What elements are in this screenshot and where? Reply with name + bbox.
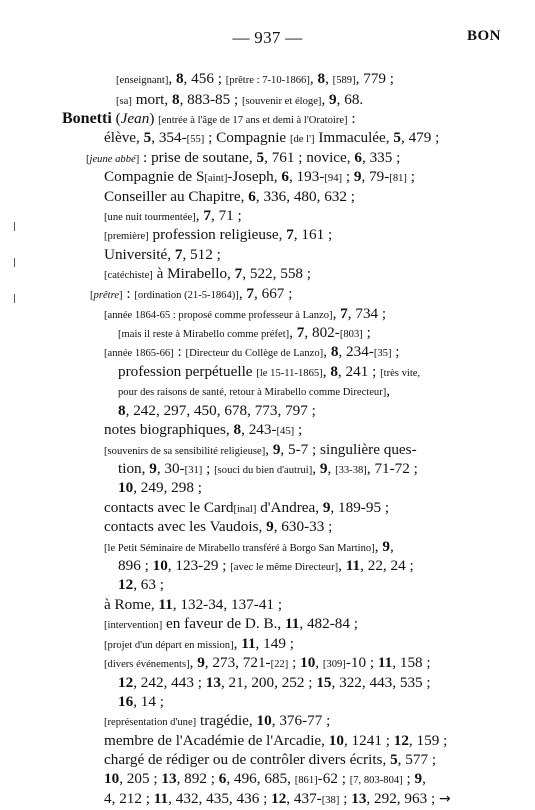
entry-text: , [168,70,176,87]
volume-number: 13 [205,674,221,691]
index-line [104,653,431,674]
entry-text: , 161 ; [293,226,333,243]
entry-text: , 456 ; [183,70,226,87]
entry-text: , 158 ; [392,654,431,671]
entry-text: , 437- [286,790,322,807]
volume-number: 5 [256,149,265,166]
volume-number: 8 [330,363,338,380]
index-line [118,362,420,383]
editorial-note: [ [90,290,94,301]
entry-text: , 273, 721- [204,654,271,671]
entry-text: à Mirabello, [152,265,235,282]
entry-text: Conseiller au Chapitre, [104,188,249,205]
entry-text: , [233,635,242,652]
entry-text: ; [288,654,301,671]
editorial-note: [année 1864-65 : proposé comme professeur à Lanzo] [104,310,333,321]
given-name: Jean [120,110,150,127]
editorial-note: [enseignant] [116,75,169,86]
volume-number: 9 [414,770,423,787]
editorial-note: [Directeur du Collège de Lanzo] [185,348,324,359]
entry-text: , 496, 685, [226,770,295,787]
editorial-note: [81] [389,173,407,184]
entry-text: , 432, 435, 436 ; [168,790,272,807]
entry-text: : [173,343,186,360]
entry-text: , [338,557,346,574]
entry-text: ; [342,168,354,185]
editorial-note: [861] [294,775,318,786]
entry-text: chargé de rédiger ou de contrôler divers écrits, [104,751,391,768]
entry-text: , 577 ; [397,751,437,768]
index-line [104,420,302,441]
volume-number: 11 [284,615,300,632]
volume-number: 13 [351,790,367,807]
index-line [104,304,386,325]
volume-number: 10 [118,479,134,496]
volume-number: 15 [316,674,332,691]
entry-text: , 205 ; [119,770,162,787]
entry-text: , 892 ; [176,770,219,787]
volume-number: 9 [319,460,328,477]
margin-mark [14,294,15,303]
index-line [104,245,221,264]
editorial-note: prêtre [93,290,120,301]
editorial-note: [589] [332,75,356,86]
margin-mark [14,222,15,231]
editorial-note: [catéchiste] [104,270,153,281]
entry-text: , [289,324,297,341]
volume-number: 11 [241,635,256,652]
index-line [86,148,400,169]
volume-number: 6 [248,188,256,205]
entry-text: 896 ; [118,557,153,574]
index-line [104,498,389,519]
editorial-note: [projet d'un départ en mission] [104,640,234,651]
entry-text: : [122,285,135,302]
entry-text: membre de l'Académie de l'Arcadie, [104,732,329,749]
index-line [104,634,294,655]
entry-text: , 193- [288,168,325,185]
volume-number: 5 [143,129,152,146]
entry-heading: Bonetti [62,110,112,127]
editorial-note: [309] [322,659,346,670]
entry-text: Immaculée, [314,129,394,146]
entry-text: , 322, 443, 535 ; [331,674,431,691]
entry-text: contacts avec les Vaudois, [104,518,267,535]
index-line [118,459,418,480]
entry-text: , 5-7 ; singulière ques- [280,441,417,458]
entry-text: , 30- [156,460,185,477]
entry-text: : prise de soutane, [139,149,257,166]
entry-text: , 512 ; [182,246,221,263]
editorial-note: [inal] [233,504,257,515]
entry-text: , 149 ; [255,635,294,652]
entry-text: ; [202,460,215,477]
editorial-note: [94] [324,173,343,184]
entry-text: ; [362,324,371,341]
editorial-note: [38] [321,795,340,806]
entry-text: , 335 ; [361,149,401,166]
editorial-note: [55] [186,134,205,145]
volume-number: 6 [281,168,289,185]
entry-text: , 1241 ; [343,732,394,749]
volume-number: 12 [118,674,134,691]
volume-number: 11 [158,596,173,613]
editorial-note: [souvenir et éloge] [242,96,322,107]
index-line [104,769,426,790]
entry-text: , 883-85 ; [179,91,242,108]
volume-number: 10 [152,557,168,574]
margin-mark [14,258,15,267]
volume-number: 6 [218,770,227,787]
entry-text: notes biographiques, [104,421,234,438]
entry-text: , 68. [336,91,364,108]
entry-text: , 354- [151,129,187,146]
editorial-note: [sa] [116,96,132,107]
entry-text: , [325,70,333,87]
editorial-note: [ [86,154,90,165]
volume-number: 9 [329,91,337,108]
index-line [104,614,358,635]
entry-text: , [309,70,318,87]
volume-number: 9 [272,441,281,458]
entry-text: , [195,207,204,224]
entry-text: -62 ; [317,770,350,787]
entry-text: , 630-33 ; [273,518,333,535]
entry-text: en faveur de D. B., [162,615,285,632]
volume-number: 6 [354,149,362,166]
entry-text: , 71-72 ; [366,460,418,477]
editorial-note: [mais il reste à Mirabello comme préfet] [118,329,290,340]
volume-number: 7 [234,265,243,282]
entry-text: , 14 ; [133,693,164,710]
editorial-note: [31] [184,465,203,476]
editorial-note: [intervention] [104,620,163,631]
volume-number: 16 [118,693,134,710]
entry-text: , [189,654,198,671]
index-line [118,478,202,497]
entry-text: , 242, 443 ; [133,674,206,691]
entry-text: ; Compagnie [204,129,290,146]
entry-text: , [312,460,320,477]
index-line [104,750,436,769]
volume-number: 9 [266,518,274,535]
entry-text: , 71 ; [210,207,242,224]
index-line [118,692,164,711]
volume-number: 10 [328,732,344,749]
entry-text: , 376-77 ; [271,712,331,729]
entry-text: ; [294,421,303,438]
entry-text: , 241 ; [337,363,381,380]
entry-text: , 63 ; [133,576,164,593]
index-line [62,109,356,130]
volume-number: 8 [330,343,339,360]
entry-text: -10 ; [345,654,378,671]
volume-number: 11 [345,557,361,574]
entry-text: ; [339,790,352,807]
editorial-note: [de l'] [289,134,315,145]
entry-text: élève, [104,129,144,146]
entry-text: , 243- [241,421,277,438]
entry-text: , 482-84 ; [299,615,358,632]
entry-text: -Joseph, [227,168,282,185]
volume-number: 8 [118,402,126,419]
editorial-note: [prêtre : 7-10-1866] [225,75,310,86]
running-head-entry-word: BON [466,28,501,44]
volume-number: 7 [203,207,211,224]
index-line [104,731,447,750]
volume-number: 8 [317,70,326,87]
entry-text: , [386,382,391,399]
entry-text: , [332,305,341,322]
entry-text: contacts avec le Card [104,499,234,516]
entry-text: , [315,654,323,671]
entry-text: , [422,770,426,787]
index-line [118,401,316,420]
entry-text: à Rome, [104,596,159,613]
volume-number: 7 [340,305,348,322]
index-line [118,381,390,402]
editorial-note: [année 1865-66] [104,348,174,359]
index-line [118,673,431,692]
entry-text: profession religieuse, [148,226,287,243]
editorial-note: [représentation d'une] [104,717,197,728]
index-line [104,206,242,227]
editorial-note: [divers événements] [104,659,190,670]
index-line [90,284,292,305]
entry-text: ; [391,343,400,360]
volume-number: 7 [286,226,294,243]
index-line [104,537,394,558]
volume-number: 9 [353,168,362,185]
index-line [104,167,415,188]
entry-text: , 22, 24 ; [360,557,414,574]
index-line [104,128,439,149]
entry-text: , 734 ; [347,305,387,322]
entry-text: , 292, 963 ; [366,790,439,807]
entry-text: , 479 ; [400,129,440,146]
volume-number: 7 [296,324,305,341]
index-line [104,517,332,536]
entry-text: , 779 ; [355,70,395,87]
index-line [118,575,164,594]
entry-text: ; [402,770,415,787]
editorial-note: [ordination (21-5-1864)] [134,290,239,301]
editorial-note: [803] [339,329,363,340]
index-line [104,595,282,614]
entry-text: , 79- [361,168,390,185]
index-line [118,556,414,577]
volume-number: 12 [271,790,287,807]
entry-text: , 761 ; novice, [264,149,355,166]
page-number: — 937 — [232,28,303,47]
volume-number: 5 [390,751,398,768]
editorial-note: ] [119,290,123,301]
editorial-note: [très vite, [380,368,421,379]
entry-text: , [321,91,330,108]
editorial-note: [22] [270,659,289,670]
entry-text: , 123-29 ; [167,557,231,574]
index-line [104,440,417,461]
index-line [104,225,332,246]
volume-number: 12 [393,732,409,749]
entry-text: , 234- [338,343,374,360]
entry-text: : [347,110,356,127]
editorial-note: pour des raisons de santé, retour à Mirabello comme Directeur] [118,387,387,398]
editorial-note: [aint] [204,173,228,184]
volume-number: 11 [153,790,169,807]
volume-number: 10 [104,770,120,787]
volume-number: 7 [174,246,183,263]
volume-number: 7 [246,285,255,302]
volume-number: 10 [300,654,316,671]
entry-text: profession perpétuelle [118,363,257,380]
editorial-note: [le 15-11-1865] [256,368,323,379]
entry-text: , 21, 200, 252 ; [220,674,317,691]
entry-text: , 242, 297, 450, 678, 773, 797 ; [125,402,316,419]
editorial-note: [avec le même Directeur] [230,562,339,573]
entry-text: , 249, 298 ; [133,479,202,496]
index-line [118,323,371,344]
volume-number: 9 [197,654,205,671]
entry-text: tion, [118,460,150,477]
volume-number: 5 [393,129,401,146]
entry-text: ( [111,110,121,127]
entry-text: , [238,285,247,302]
volume-number: 9 [149,460,157,477]
entry-text: ; [406,168,415,185]
entry-text: , 159 ; [408,732,448,749]
entry-text: , 802- [304,324,340,341]
index-line [104,187,355,206]
entry-text: , 336, 480, 632 ; [255,188,355,205]
index-line [104,342,400,363]
entry-text: mort, [131,91,172,108]
editorial-note: [première] [104,231,149,242]
volume-number: 10 [256,712,272,729]
index-line [116,69,394,90]
editorial-note: [souci du bien d'autrui] [214,465,313,476]
editorial-note: [7, 803-804] [349,775,403,786]
index-line [104,711,330,732]
volume-number: 9 [322,499,331,516]
editorial-note: ] [135,154,140,165]
volume-number: 8 [171,91,180,108]
editorial-note: [entrée à l'âge de 17 ans et demi à l'Oratoire] [158,115,348,126]
entry-text: , [323,343,331,360]
volume-number: 11 [377,654,393,671]
entry-text: , [265,441,273,458]
entry-text: , 189-95 ; [330,499,390,516]
editorial-note: jeune abbé [89,154,136,165]
volume-number: 8 [175,70,184,87]
volume-number: 8 [233,421,242,438]
entry-text: Université, [104,246,175,263]
index-line [116,90,363,111]
editorial-note: [45] [276,426,295,437]
entry-text: d'Andrea, [256,499,323,516]
entry-text: ) [149,110,159,127]
entry-text: , 667 ; [254,285,293,302]
editorial-note: [le Petit Séminaire de Mirabello transféré à Borgo San Martino] [104,543,375,554]
index-line [104,264,311,285]
editorial-note: [35] [373,348,392,359]
entry-text: , 522, 558 ; [242,265,312,282]
entry-text: tragédie, [196,712,257,729]
entry-text: , [327,460,336,477]
editorial-note: [33-38] [335,465,367,476]
entry-text: , 132-34, 137-41 ; [172,596,283,613]
editorial-note: [une nuit tourmentée] [104,212,196,223]
volume-number: 13 [161,770,177,787]
entry-text: , [322,363,331,380]
index-line [104,789,451,810]
continuation-arrow: → [438,791,451,807]
entry-text: 4, 212 ; [104,790,154,807]
volume-number: 9 [382,538,390,555]
volume-number: 12 [118,576,134,593]
entry-text: Compagnie de S [104,168,205,185]
entry-text: , [389,538,394,555]
editorial-note: [souvenirs de sa sensibilité religieuse] [104,446,266,457]
entry-text: , [374,538,383,555]
